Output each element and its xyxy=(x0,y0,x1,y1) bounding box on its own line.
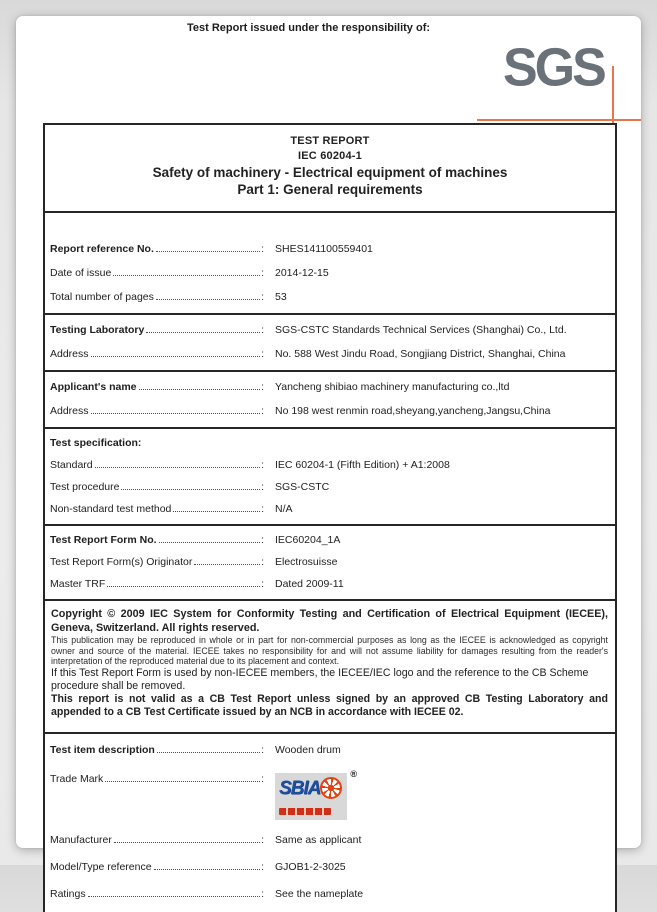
field-label: Non-standard test method : xyxy=(50,503,264,516)
field-value: 2014-12-15 xyxy=(275,266,329,279)
field-value: GJOB1-2-3025 xyxy=(275,860,346,873)
field-row-test-item xyxy=(45,737,615,764)
field-label: Manufacturer : xyxy=(50,834,264,847)
field-value: IEC60204_1A xyxy=(275,533,341,546)
section-test-specification xyxy=(45,427,615,524)
field-value: 53 xyxy=(275,290,287,303)
field-value: No. 588 West Jindu Road, Songjiang District, Shanghai, China xyxy=(275,347,566,360)
sgs-logo-underline xyxy=(477,119,641,121)
field-label: Test specification: xyxy=(50,436,142,449)
field-row-test-spec-heading xyxy=(45,432,615,454)
field-value: SGS-CSTC Standards Technical Services (Shanghai) Co., Ltd. xyxy=(275,323,567,336)
field-value: N/A xyxy=(275,502,293,515)
section-applicant xyxy=(45,370,615,427)
field-label: Address : xyxy=(50,348,264,361)
field-row-lab-address xyxy=(45,342,615,366)
registered-trademark-icon: ® xyxy=(350,768,357,779)
field-row-ratings xyxy=(45,881,615,908)
field-label: Trade Mark : xyxy=(50,773,264,786)
title-test-report: TEST REPORT xyxy=(290,135,370,147)
field-value: Wooden drum xyxy=(275,743,341,756)
field-row-date-of-issue xyxy=(45,261,615,285)
field-row-applicant-name xyxy=(45,375,615,399)
field-row-applicant-address xyxy=(45,399,615,423)
field-value: SGS-CSTC xyxy=(275,480,330,493)
title-standard-number: IEC 60204-1 xyxy=(298,150,362,162)
section-trf xyxy=(45,524,615,599)
field-value: Dated 2009-11 xyxy=(275,577,344,590)
field-value: SHES141100559401 xyxy=(275,242,373,255)
field-label: Model/Type reference : xyxy=(50,861,264,874)
section-report-info xyxy=(45,213,615,313)
field-row-trade-mark xyxy=(45,764,615,827)
field-row-testing-lab xyxy=(45,318,615,342)
field-row-manufacturer xyxy=(45,827,615,854)
field-row-non-standard-method xyxy=(45,498,615,520)
field-label: Applicant's name : xyxy=(50,381,264,394)
copyright-fineprint: This publication may be reproduced in whole or in part for non-commercial purposes as long as the IECEE is acknowledged as copyright owner and source of the material. IECEE takes no responsibility for and will not assume liability for damages resulting from the reader's interpretation of the reproduced material due to its placement and context. xyxy=(51,635,608,667)
field-value: Electrosuisse xyxy=(275,555,338,568)
title-standard-part: Part 1: General requirements xyxy=(237,182,423,197)
field-value: No 198 west renmin road,sheyang,yancheng,Jangsu,China xyxy=(275,404,551,417)
field-value: Same as applicant xyxy=(275,833,362,846)
test-report-table xyxy=(43,123,617,912)
field-value: See the nameplate xyxy=(275,887,364,900)
responsibility-note: Test Report issued under the responsibility of: xyxy=(186,22,431,34)
field-row-total-pages xyxy=(45,285,615,309)
field-row-standard xyxy=(45,454,615,476)
field-value: IEC 60204-1 (Fifth Edition) + A1:2008 xyxy=(275,458,450,471)
field-label: Test procedure : xyxy=(50,481,264,494)
trademark-name: SBIA xyxy=(279,777,321,799)
field-label: Report reference No. : xyxy=(50,243,264,256)
field-label: Ratings : xyxy=(50,888,264,901)
field-value: Yancheng shibiao machinery manufacturing co.,ltd xyxy=(275,380,510,393)
sgs-logo-vertical-line xyxy=(612,66,614,130)
field-value xyxy=(264,768,605,820)
field-row-trf-no xyxy=(45,529,615,551)
section-testing-laboratory xyxy=(45,313,615,370)
field-label: Standard : xyxy=(50,459,264,472)
trademark-characters-band xyxy=(279,808,331,815)
field-row-master-trf xyxy=(45,573,615,595)
copyright-block xyxy=(45,604,615,728)
field-label: Total number of pages : xyxy=(50,291,264,304)
title-block xyxy=(45,125,615,213)
trademark-logo xyxy=(275,768,357,820)
trademark-wheel-icon xyxy=(320,777,342,799)
section-test-item xyxy=(45,732,615,912)
sgs-logo-text: SGS xyxy=(503,37,604,99)
field-row-trf-originator xyxy=(45,551,615,573)
report-page xyxy=(16,16,641,900)
sgs-logo xyxy=(471,37,646,130)
field-label: Testing Laboratory : xyxy=(50,324,264,337)
title-standard-name: Safety of machinery - Electrical equipment of machines xyxy=(152,165,508,180)
copyright-validity-note: This report is not valid as a CB Test Report unless signed by an approved CB Testing Laboratory and appended to a CB Test Certificate issued by an NCB in accordance with IECEE 02. xyxy=(51,692,608,719)
field-label: Test Report Form No. : xyxy=(50,534,264,547)
field-row-model-type xyxy=(45,854,615,881)
field-label: Address : xyxy=(50,405,264,418)
copyright-statement: Copyright © 2009 IEC System for Conformity Testing and Certification of Electrical Equipment (IECEE), Geneva, Switzerland. All rights reserved. xyxy=(51,608,608,634)
section-copyright xyxy=(45,599,615,732)
field-row-test-procedure xyxy=(45,476,615,498)
copyright-removal-note: If this Test Report Form is used by non-IECEE members, the IECEE/IEC logo and the reference to the CB Scheme procedure shall be removed. xyxy=(51,666,589,692)
field-label: Test item description : xyxy=(50,744,264,757)
field-row-report-ref xyxy=(45,237,615,261)
field-label: Date of issue : xyxy=(50,267,264,280)
field-label: Master TRF : xyxy=(50,578,264,591)
field-label: Test Report Form(s) Originator : xyxy=(50,556,264,569)
